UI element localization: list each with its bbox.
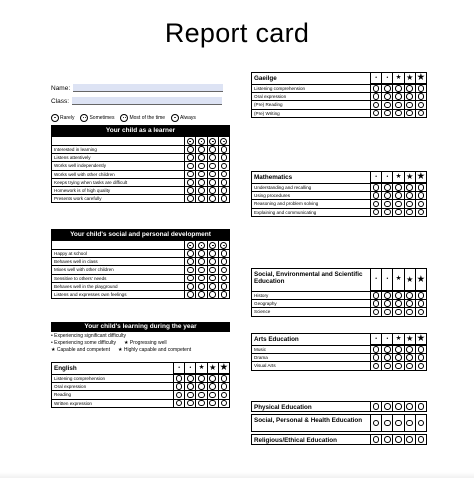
- rarely-face-icon: [187, 242, 194, 249]
- rating-header-star-icon: •: [381, 269, 392, 291]
- subject-physical-education: [251, 401, 427, 412]
- rating-circle[interactable]: [198, 283, 205, 290]
- subject-name: Gaeilge: [254, 75, 277, 82]
- rating-circle[interactable]: [384, 354, 391, 361]
- most-face-icon: [209, 242, 216, 249]
- rating-circle[interactable]: [395, 192, 402, 199]
- subject-english: [51, 362, 230, 408]
- table-row: [252, 299, 426, 307]
- subject-name: Physical Education: [254, 404, 312, 411]
- row-label: Listens attentively: [54, 155, 91, 161]
- rating-circle[interactable]: [221, 195, 228, 202]
- rating-circle[interactable]: [198, 375, 205, 382]
- rating-circle[interactable]: [418, 102, 425, 109]
- rating-circle[interactable]: [395, 102, 402, 109]
- rating-header-star-icon: ★: [416, 171, 426, 183]
- most-face-icon: [209, 138, 216, 145]
- rarely-face-icon: [51, 114, 59, 122]
- rating-header-star-icon: •: [381, 73, 392, 84]
- rating-circle[interactable]: [395, 93, 402, 100]
- table-row: [52, 274, 229, 282]
- rating-circle[interactable]: [209, 179, 216, 186]
- learner-face-header: [52, 136, 229, 145]
- rating-circle[interactable]: [176, 400, 183, 407]
- rating-header-star-icon: ★: [219, 362, 229, 374]
- rating-circle[interactable]: [384, 346, 391, 353]
- table-row: [252, 191, 426, 199]
- rating-circle[interactable]: [384, 184, 391, 191]
- rating-circle[interactable]: [373, 363, 380, 370]
- rating-circle[interactable]: [373, 300, 380, 307]
- always-face-icon: [171, 114, 179, 122]
- rating-circle[interactable]: [384, 85, 391, 92]
- subject-religious-ethical-education: [251, 434, 427, 445]
- name-field[interactable]: [51, 84, 223, 92]
- rating-circle[interactable]: [418, 354, 425, 361]
- row-label: Music: [254, 347, 266, 352]
- page-bottom-edge: [0, 472, 474, 478]
- rating-circle[interactable]: [221, 179, 228, 186]
- rating-header-star-icon: •: [370, 269, 381, 291]
- row-label: (Pre) Writing: [254, 110, 280, 116]
- rating-circle[interactable]: [209, 400, 216, 407]
- subject-arts-education: [251, 333, 427, 371]
- row-label: Explaining and communicating: [254, 209, 317, 215]
- key-progressing-well: Progressing well: [129, 340, 167, 346]
- name-label: Name:: [51, 84, 71, 92]
- rating-circle[interactable]: [221, 187, 228, 194]
- row-label: Reasoning and problem solving: [254, 201, 319, 207]
- rating-circle[interactable]: [373, 209, 380, 216]
- table-row: [252, 199, 426, 207]
- rating-circle[interactable]: [209, 171, 216, 178]
- subject-gaeilge: [251, 72, 427, 118]
- row-label: Science: [254, 309, 271, 315]
- rating-circle[interactable]: [198, 171, 205, 178]
- rating-circle[interactable]: [221, 154, 228, 161]
- rating-circle[interactable]: [406, 93, 413, 100]
- rating-circle[interactable]: [373, 309, 380, 316]
- always-face-icon: [220, 138, 227, 145]
- rating-header-star-icon: ★: [416, 333, 426, 345]
- key-significant-difficulty: Experiencing significant difficulty: [54, 333, 127, 339]
- rating-circle[interactable]: [187, 392, 194, 399]
- rating-circle[interactable]: [198, 250, 205, 257]
- rating-circle[interactable]: [187, 283, 194, 290]
- subject-name: Religious/Ethical Education: [254, 437, 337, 444]
- table-row: [252, 208, 426, 216]
- row-label: History: [254, 293, 269, 298]
- rating-circle[interactable]: [221, 171, 228, 178]
- rating-circle[interactable]: [221, 291, 228, 298]
- rating-circle[interactable]: [373, 85, 380, 92]
- rating-circle[interactable]: [198, 146, 205, 153]
- table-row: [52, 153, 229, 161]
- rating-circle[interactable]: [221, 400, 228, 407]
- rating-circle[interactable]: [406, 420, 413, 427]
- rating-circle[interactable]: [221, 146, 228, 153]
- rating-circle[interactable]: [395, 292, 402, 299]
- rating-circle[interactable]: [384, 363, 391, 370]
- rating-circle[interactable]: [176, 392, 183, 399]
- rating-circle[interactable]: [384, 93, 391, 100]
- row-label: Happy at school: [54, 251, 87, 256]
- rating-circle[interactable]: [176, 375, 183, 382]
- rating-circle[interactable]: [395, 201, 402, 208]
- rating-circle[interactable]: [209, 163, 216, 170]
- class-input[interactable]: [72, 97, 222, 105]
- social-face-header: [52, 240, 229, 249]
- table-row: [252, 353, 426, 361]
- rating-circle[interactable]: [187, 146, 194, 153]
- rating-circle[interactable]: [406, 110, 413, 117]
- rating-circle[interactable]: [209, 375, 216, 382]
- rating-circle[interactable]: [406, 192, 413, 199]
- subject-name: Social, Personal & Health Education: [254, 417, 363, 424]
- learner-heading: Your child as a learner: [52, 126, 229, 136]
- rating-circle[interactable]: [395, 420, 402, 427]
- rating-header-star-icon: •: [370, 334, 381, 345]
- rating-circle[interactable]: [373, 436, 380, 443]
- rating-circle[interactable]: [406, 209, 413, 216]
- table-row: [52, 265, 229, 273]
- rating-circle[interactable]: [198, 267, 205, 274]
- rating-legend: [51, 114, 196, 122]
- rating-header-star-icon: ★: [392, 172, 403, 183]
- rating-circle[interactable]: [209, 195, 216, 202]
- rating-circle[interactable]: [384, 209, 391, 216]
- row-label: Oral expression: [254, 94, 287, 100]
- rating-circle[interactable]: [198, 275, 205, 282]
- rating-circle[interactable]: [395, 184, 402, 191]
- rating-circle[interactable]: [209, 275, 216, 282]
- rating-circle[interactable]: [176, 383, 183, 390]
- social-heading: Your child's social and personal development: [52, 230, 229, 240]
- rating-circle[interactable]: [221, 163, 228, 170]
- rating-circle[interactable]: [395, 300, 402, 307]
- class-label: Class:: [51, 97, 70, 105]
- rating-circle[interactable]: [187, 267, 194, 274]
- subject-name: Social, Environmental and Scientific Education: [254, 271, 363, 285]
- rating-circle[interactable]: [395, 436, 402, 443]
- rating-header-star-icon: ★: [415, 269, 426, 291]
- rating-circle[interactable]: [221, 283, 228, 290]
- rating-circle[interactable]: [418, 363, 425, 370]
- table-row: [252, 100, 426, 108]
- rating-circle[interactable]: [198, 195, 205, 202]
- row-label: Drama: [254, 355, 268, 361]
- rating-circle[interactable]: [406, 354, 413, 361]
- rating-circle[interactable]: [373, 110, 380, 117]
- rating-circle[interactable]: [198, 187, 205, 194]
- row-label: Works well with other children: [54, 171, 115, 177]
- subject-name: Arts Education: [254, 336, 299, 343]
- rating-circle[interactable]: [373, 420, 380, 427]
- rating-circle[interactable]: [418, 300, 425, 307]
- row-label: Understanding and recalling: [254, 185, 312, 190]
- rating-circle[interactable]: [395, 309, 402, 316]
- rating-circle[interactable]: [418, 309, 425, 316]
- row-label: Sensitive to others' needs: [54, 275, 107, 281]
- table-row: [52, 290, 229, 298]
- most-face-icon: [120, 114, 128, 122]
- table-row: [252, 307, 426, 315]
- rating-circle[interactable]: [373, 192, 380, 199]
- rating-circle[interactable]: [418, 403, 425, 410]
- row-label: Oral expression: [54, 384, 87, 390]
- rating-circle[interactable]: [373, 184, 380, 191]
- rating-circle[interactable]: [418, 184, 425, 191]
- learner-section: [51, 125, 230, 203]
- rating-header-star-icon: ★: [207, 363, 218, 374]
- rating-circle[interactable]: [187, 163, 194, 170]
- table-row: [52, 145, 229, 153]
- rating-header-star-icon: ★: [392, 269, 403, 291]
- rating-circle[interactable]: [198, 179, 205, 186]
- row-label: Geography: [254, 301, 277, 307]
- rating-circle[interactable]: [418, 192, 425, 199]
- rating-circle[interactable]: [406, 201, 413, 208]
- rating-header-star-icon: ★: [195, 363, 206, 374]
- social-section: [51, 229, 230, 299]
- rating-circle[interactable]: [395, 403, 402, 410]
- rating-circle[interactable]: [198, 291, 205, 298]
- row-label: Written expression: [54, 400, 92, 406]
- achievement-key: • Experiencing significant difficulty • Experiencing some difficulty ★ Progressing well ★ Capable and competent ★ Highly capable and competent: [51, 333, 192, 353]
- rating-header-star-icon: ★: [416, 72, 426, 84]
- rating-circle[interactable]: [209, 291, 216, 298]
- rating-circle[interactable]: [406, 363, 413, 370]
- page-title: Report card: [164, 18, 310, 48]
- table-row: [252, 361, 426, 369]
- sometimes-face-icon: [198, 138, 205, 145]
- rating-circle[interactable]: [221, 267, 228, 274]
- table-row: [52, 170, 229, 178]
- rating-circle[interactable]: [418, 346, 425, 353]
- table-row: [52, 399, 229, 407]
- rating-header-star-icon: •: [173, 363, 184, 374]
- rating-circle[interactable]: [384, 420, 391, 427]
- rating-circle[interactable]: [209, 146, 216, 153]
- rating-circle[interactable]: [395, 209, 402, 216]
- rating-circle[interactable]: [221, 383, 228, 390]
- rating-circle[interactable]: [395, 85, 402, 92]
- rating-circle[interactable]: [384, 102, 391, 109]
- rating-header-star-icon: •: [370, 73, 381, 84]
- table-row: [52, 257, 229, 265]
- table-row: [252, 92, 426, 100]
- legend-always: Always: [180, 115, 196, 121]
- rating-circle[interactable]: [198, 383, 205, 390]
- rating-circle[interactable]: [209, 392, 216, 399]
- rating-circle[interactable]: [373, 102, 380, 109]
- rating-circle[interactable]: [395, 354, 402, 361]
- key-some-difficulty: Experiencing some difficulty: [54, 340, 117, 346]
- rating-circle[interactable]: [418, 209, 425, 216]
- subject-name: Mathematics: [254, 174, 293, 181]
- sometimes-face-icon: [80, 114, 88, 122]
- rarely-face-icon: [187, 138, 194, 145]
- rating-circle[interactable]: [209, 283, 216, 290]
- name-input[interactable]: [73, 84, 223, 92]
- table-row: [52, 178, 229, 186]
- rating-header-star-icon: ★: [392, 73, 403, 84]
- legend-most: Most of the time: [129, 115, 166, 121]
- class-field[interactable]: [51, 97, 222, 105]
- rating-circle[interactable]: [221, 392, 228, 399]
- rating-circle[interactable]: [221, 275, 228, 282]
- rating-circle[interactable]: [198, 163, 205, 170]
- rating-circle[interactable]: [373, 292, 380, 299]
- rating-circle[interactable]: [406, 300, 413, 307]
- table-row: [52, 194, 229, 202]
- rating-circle[interactable]: [373, 403, 380, 410]
- rating-circle[interactable]: [187, 154, 194, 161]
- rating-circle[interactable]: [209, 267, 216, 274]
- rating-circle[interactable]: [384, 192, 391, 199]
- rating-circle[interactable]: [406, 309, 413, 316]
- row-label: Presents work carefully: [54, 196, 102, 202]
- table-row: [252, 291, 426, 299]
- subject-social-environmental-and-scientific-education: [251, 268, 427, 317]
- rating-circle[interactable]: [395, 346, 402, 353]
- rating-circle[interactable]: [418, 201, 425, 208]
- row-label: Behaves well in class: [54, 259, 98, 265]
- rating-circle[interactable]: [406, 292, 413, 299]
- rating-circle[interactable]: [418, 436, 425, 443]
- rating-circle[interactable]: [187, 400, 194, 407]
- rating-circle[interactable]: [395, 363, 402, 370]
- rating-header-star-icon: •: [381, 172, 392, 183]
- key-capable: Capable and competent: [56, 347, 110, 353]
- rating-circle[interactable]: [187, 171, 194, 178]
- rating-circle[interactable]: [187, 195, 194, 202]
- rating-circle[interactable]: [384, 292, 391, 299]
- row-label: Listening comprehension: [54, 376, 106, 381]
- row-label: Homework is of high quality: [54, 187, 111, 193]
- rating-circle[interactable]: [384, 309, 391, 316]
- rating-circle[interactable]: [406, 346, 413, 353]
- rating-circle[interactable]: [384, 300, 391, 307]
- rating-header-star-icon: •: [370, 172, 381, 183]
- rating-circle[interactable]: [198, 392, 205, 399]
- row-label: Visual Arts: [254, 363, 276, 369]
- legend-sometimes: Sometimes: [89, 115, 115, 121]
- table-row: [252, 84, 426, 92]
- row-label: Works well independently: [54, 163, 107, 169]
- rating-circle[interactable]: [418, 85, 425, 92]
- rating-header-star-icon: ★: [392, 334, 403, 345]
- rating-circle[interactable]: [406, 85, 413, 92]
- rating-circle[interactable]: [373, 201, 380, 208]
- subject-social-personal-health-education: [251, 414, 427, 432]
- legend-rarely: Rarely: [60, 115, 75, 121]
- rating-circle[interactable]: [187, 291, 194, 298]
- rating-circle[interactable]: [384, 436, 391, 443]
- subject-name: English: [54, 365, 77, 372]
- table-row: [52, 382, 229, 390]
- sometimes-face-icon: [198, 242, 205, 249]
- table-row: [52, 249, 229, 257]
- rating-circle[interactable]: [221, 375, 228, 382]
- rating-header-star-icon: ★: [404, 269, 415, 291]
- rating-circle[interactable]: [209, 258, 216, 265]
- rating-header-star-icon: ★: [404, 172, 415, 183]
- table-row: [52, 282, 229, 290]
- rating-circle[interactable]: [187, 250, 194, 257]
- rating-circle[interactable]: [373, 346, 380, 353]
- table-row: [252, 345, 426, 353]
- rating-circle[interactable]: [384, 201, 391, 208]
- rating-circle[interactable]: [406, 102, 413, 109]
- table-row: [52, 390, 229, 398]
- rating-circle[interactable]: [418, 110, 425, 117]
- rating-circle[interactable]: [418, 420, 425, 427]
- rating-circle[interactable]: [406, 436, 413, 443]
- row-label: (Pre) Reading: [254, 102, 283, 108]
- rating-circle[interactable]: [395, 110, 402, 117]
- rating-circle[interactable]: [209, 383, 216, 390]
- rating-circle[interactable]: [187, 375, 194, 382]
- rating-header-star-icon: •: [381, 334, 392, 345]
- table-row: [252, 109, 426, 117]
- row-label: Interested in learning: [54, 147, 97, 152]
- row-label: Using procedures: [254, 193, 291, 199]
- key-highly-capable: Highly capable and competent: [123, 347, 192, 353]
- rating-circle[interactable]: [198, 400, 205, 407]
- row-label: Listening comprehension: [254, 86, 306, 91]
- always-face-icon: [220, 242, 227, 249]
- table-row: [52, 161, 229, 169]
- rating-circle[interactable]: [221, 250, 228, 257]
- rating-circle[interactable]: [198, 258, 205, 265]
- rating-circle[interactable]: [418, 93, 425, 100]
- rating-circle[interactable]: [384, 403, 391, 410]
- rating-header-star-icon: ★: [404, 334, 415, 345]
- rating-circle[interactable]: [406, 403, 413, 410]
- rating-circle[interactable]: [187, 258, 194, 265]
- rating-circle[interactable]: [373, 93, 380, 100]
- rating-header-star-icon: ★: [404, 73, 415, 84]
- rating-circle[interactable]: [373, 354, 380, 361]
- rating-circle[interactable]: [187, 179, 194, 186]
- year-heading: Your child's learning during the year: [51, 322, 230, 332]
- year-section: [51, 322, 230, 332]
- rating-circle[interactable]: [198, 154, 205, 161]
- rating-circle[interactable]: [384, 110, 391, 117]
- rating-circle[interactable]: [187, 275, 194, 282]
- rating-header-star-icon: •: [184, 363, 195, 374]
- table-row: [52, 374, 229, 382]
- row-label: Mixes well with other children: [54, 267, 114, 273]
- rating-circle[interactable]: [418, 292, 425, 299]
- table-row: [252, 183, 426, 191]
- row-label: Listens and expresses own feelings: [54, 291, 127, 297]
- table-row: [52, 186, 229, 194]
- rating-circle[interactable]: [187, 187, 194, 194]
- row-label: Keeps trying when tasks are difficult: [54, 179, 128, 185]
- row-label: Behaves well in the playground: [54, 283, 118, 289]
- rating-circle[interactable]: [187, 383, 194, 390]
- rating-circle[interactable]: [406, 184, 413, 191]
- row-label: Reading: [54, 392, 72, 398]
- rating-circle[interactable]: [209, 154, 216, 161]
- rating-circle[interactable]: [209, 250, 216, 257]
- subject-mathematics: [251, 171, 427, 217]
- rating-circle[interactable]: [221, 258, 228, 265]
- rating-circle[interactable]: [209, 187, 216, 194]
